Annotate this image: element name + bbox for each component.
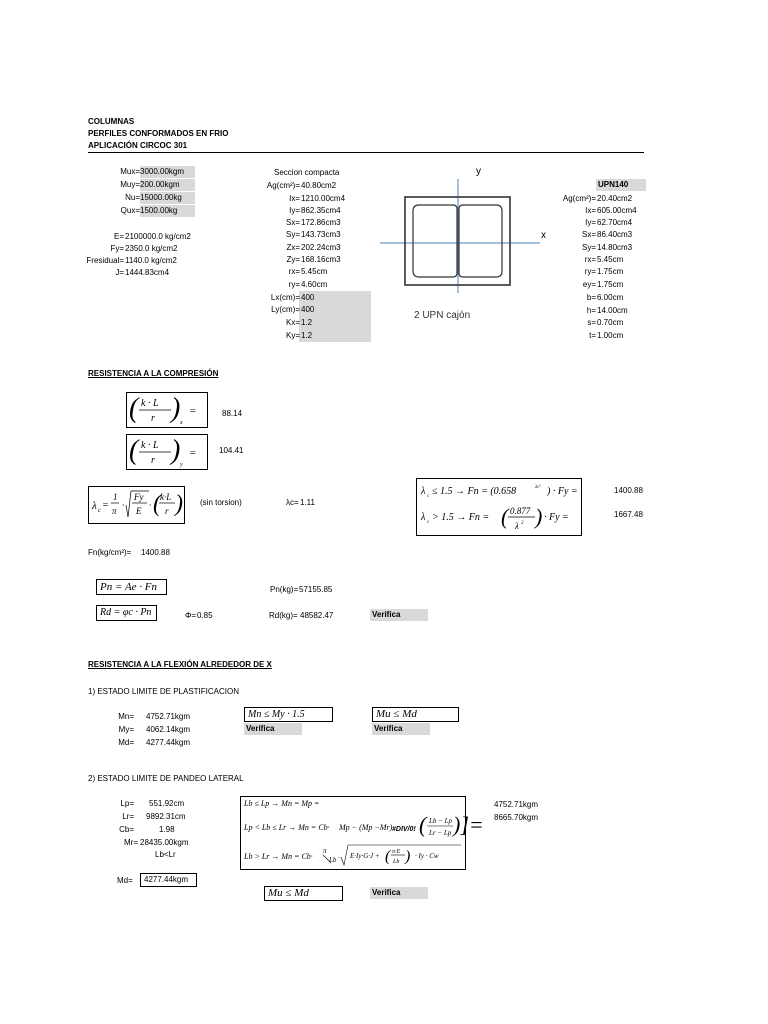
phi-label: Φ= — [185, 611, 197, 620]
length-label: Lx(cm)= — [270, 293, 300, 302]
svg-text:): ) — [535, 504, 543, 529]
length-value: 400 — [301, 293, 315, 302]
buckling-value: 9892.31cm — [146, 812, 186, 821]
rd-label: Rd(kg)= — [269, 611, 298, 620]
section-label: Sx= — [285, 218, 300, 227]
load-label: Nu= — [125, 193, 140, 202]
div-zero-error: #DIV/0! — [392, 826, 416, 833]
svg-text:Lr − Lp: Lr − Lp — [429, 829, 452, 837]
axis-y-label: y — [476, 166, 481, 177]
length-value: 1.2 — [301, 331, 313, 340]
pn-label: Pn(kg)= — [270, 585, 299, 594]
md-value: 4277.44kgm — [144, 875, 189, 884]
upn-label: Sy= — [581, 243, 596, 252]
pn-value: 57155.85 — [299, 585, 333, 594]
section-label: Ag(cm²)= — [266, 181, 300, 190]
material-value: 2350.0 kg/cm2 — [125, 244, 178, 253]
svg-text:λ: λ — [92, 500, 97, 512]
upn-value: 1.00cm — [597, 331, 624, 340]
svg-text:): ) — [171, 393, 181, 424]
section-label: rx= — [288, 267, 300, 276]
svg-text:=: = — [102, 500, 109, 511]
slenderness-y-formula — [126, 434, 208, 470]
torsion-note: (sin torsion) — [200, 498, 242, 507]
lateral-buckling-verifica: Verifica — [370, 887, 428, 899]
length-value: 400 — [301, 305, 315, 314]
svg-text:(: ( — [129, 435, 139, 466]
compression-heading: RESISTENCIA A LA COMPRESIÓN — [88, 369, 219, 378]
inner-right-channel — [459, 205, 502, 277]
flexion-heading: RESISTENCIA A LA FLEXIÓN ALREDEDOR DE X — [88, 660, 272, 669]
svg-text:(: ( — [129, 393, 139, 424]
lb-root-term — [323, 843, 463, 867]
buckling-label: Cb= — [119, 825, 134, 834]
upn-title: UPN140 — [596, 179, 646, 191]
lambda-c-formula — [88, 486, 185, 524]
mn-result-1: 4752.71kgm — [494, 800, 539, 809]
load-label: Muy= — [120, 180, 140, 189]
header-rule — [88, 152, 644, 153]
buckling-label: Mr= — [124, 838, 138, 847]
buckling-label: Lp= — [120, 799, 134, 808]
section-title: Seccion compacta — [274, 168, 340, 177]
section-value: 5.45cm — [301, 267, 328, 276]
md-label: Md= — [117, 876, 133, 885]
formula-line-1: Lb ≤ Lp → Mn = Mp = — [244, 799, 320, 808]
svg-text:k·L: k·L — [160, 492, 172, 502]
lateral-buckling-formula — [240, 796, 484, 870]
material-label: J= — [115, 268, 124, 277]
svg-text:λ: λ — [515, 521, 519, 531]
svg-text:): ) — [175, 491, 183, 517]
load-value: 3000.00kgm — [140, 166, 195, 178]
doc-title-line3: APLICACIÓN CIRCOC 301 — [88, 141, 188, 150]
section-value: 168.16cm3 — [301, 255, 341, 264]
load-value: 15000.00kg — [140, 192, 195, 204]
svg-text:λ: λ — [421, 512, 426, 523]
lb-condition: Lb<Lr — [155, 850, 176, 859]
svg-text:0.877: 0.877 — [510, 506, 531, 516]
mn-my-formula: Mn ≤ My · 1.5 — [244, 707, 333, 722]
svg-text:Lb: Lb — [393, 859, 400, 865]
fn-upper-value: 1400.88 — [614, 486, 643, 495]
length-label: Ly(cm)= — [271, 305, 300, 314]
svg-text:λc²: λc² — [535, 485, 541, 490]
section-label: Sy= — [285, 230, 300, 239]
section-value: 4.60cm — [301, 280, 328, 289]
upn-label: ey= — [582, 280, 596, 289]
upn-value: 62.70cm4 — [597, 218, 633, 227]
buckling-value: 551.92cm — [149, 799, 185, 808]
plastification-subheading: 1) ESTADO LIMITE DE PLASTIFICACION — [88, 687, 239, 696]
svg-text:): ) — [405, 848, 411, 865]
upn-value: 605.00cm4 — [597, 206, 637, 215]
flexion-label: Mn= — [118, 712, 134, 721]
svg-text:(: ( — [385, 848, 391, 865]
fn-value: 1400.88 — [141, 548, 170, 557]
flexion-label: Md= — [118, 738, 134, 747]
section-value: 862.35cm4 — [301, 206, 341, 215]
upn-label: Sx= — [581, 230, 596, 239]
mu-md-formula: Mu ≤ Md — [372, 707, 459, 722]
section-value: 40.80cm2 — [301, 181, 337, 190]
load-label: Mux= — [120, 167, 140, 176]
svg-text:r: r — [151, 455, 155, 466]
load-value: 200.00kgm — [140, 179, 195, 191]
svg-text:=: = — [189, 405, 197, 417]
mu-md-final-formula: Mu ≤ Md — [264, 886, 343, 901]
upn-label: b= — [586, 293, 596, 302]
compression-verifica: Verifica — [370, 609, 428, 621]
length-label: Ky= — [285, 331, 300, 340]
slenderness-x-formula — [126, 392, 208, 428]
fn-lower-value: 1667.48 — [614, 510, 643, 519]
svg-text:) · Fy =: ) · Fy = — [547, 486, 578, 497]
section-label: Zx= — [286, 243, 300, 252]
lambda-c-value: 1.11 — [300, 498, 315, 507]
material-value: 1140.0 kg/cm2 — [125, 256, 177, 265]
upn-label: Ag(cm²)= — [562, 194, 596, 203]
svg-text:2: 2 — [521, 521, 524, 526]
load-value: 1500.00kg — [140, 205, 195, 217]
upn-value: 0.70cm — [597, 318, 624, 327]
load-label: Qux= — [120, 206, 140, 215]
fn-label: Fn(kg/cm²)= — [88, 548, 132, 557]
section-label: Zy= — [286, 255, 300, 264]
svg-text:E: E — [136, 506, 142, 516]
section-value: 202.24cm3 — [301, 243, 341, 252]
svg-text:·: · — [338, 854, 340, 862]
diagram-caption: 2 UPN cajón — [414, 310, 471, 321]
flexion-label: My= — [118, 725, 134, 734]
upn-value: 20.40cm2 — [597, 194, 633, 203]
upn-label: ry= — [584, 267, 596, 276]
section-value: 172.86cm3 — [301, 218, 341, 227]
svg-text:Lb: Lb — [329, 856, 337, 864]
svg-text:·: · — [149, 500, 152, 510]
upn-value: 6.00cm — [597, 293, 624, 302]
svg-text:π·E: π·E — [392, 849, 401, 855]
svg-text:c: c — [98, 508, 101, 514]
svg-text:(: ( — [419, 812, 427, 837]
formula-line-2b: Mp − (Mp −Mr) — [339, 823, 393, 832]
svg-text:r: r — [151, 413, 155, 424]
svg-text:≤ 1.5 → Fn = (0.658: ≤ 1.5 → Fn = (0.658 — [432, 486, 517, 497]
upn-label: s= — [587, 318, 596, 327]
svg-text:): ) — [171, 435, 181, 466]
upn-value: 1.75cm — [597, 280, 624, 289]
formula-line-2a: Lp < Lb ≤ Lr → Mn = Cb· — [244, 823, 330, 832]
mn-result-2: 8665.70kgm — [494, 813, 539, 822]
length-value: 1.2 — [301, 318, 313, 327]
lambda-c-label: λc= — [286, 498, 299, 507]
svg-text:k · L: k · L — [141, 440, 159, 451]
svg-text:=: = — [189, 447, 197, 459]
fn-formula — [416, 478, 582, 536]
flexion-value: 4752.71kgm — [146, 712, 191, 721]
svg-text:· Iy · Cw: · Iy · Cw — [415, 852, 439, 860]
svg-text:y: y — [180, 462, 183, 468]
section-label: Iy= — [289, 206, 300, 215]
pn-formula: Pn = Ae · Fn — [96, 579, 167, 595]
material-value: 1444.83cm4 — [125, 268, 170, 277]
buckling-value: 28435.00kgm — [140, 838, 189, 847]
svg-text:π: π — [323, 847, 327, 855]
upn-label: Iy= — [585, 218, 596, 227]
section-label: ry= — [288, 280, 300, 289]
material-label: Fy= — [110, 244, 124, 253]
upn-value: 86.40cm3 — [597, 230, 633, 239]
plastification-verifica-1: Verifica — [244, 723, 302, 735]
upn-value: 14.00cm — [597, 306, 628, 315]
inner-left-channel — [413, 205, 457, 277]
svg-text:> 1.5 → Fn =: > 1.5 → Fn = — [432, 512, 490, 523]
svg-text:E·Iy·G·J +: E·Iy·G·J + — [350, 852, 380, 860]
upn-label: h= — [586, 306, 596, 315]
svg-text:λ: λ — [421, 486, 426, 497]
material-value: 2100000.0 kg/cm2 — [125, 232, 191, 241]
section-value: 1210.00cm4 — [301, 194, 346, 203]
formula-line-3: Lb > Lr → Mn = Cb· — [244, 852, 313, 861]
svg-text:(: ( — [153, 491, 161, 517]
doc-title-line1: COLUMNAS — [88, 117, 135, 126]
axis-x-label: x — [541, 230, 546, 241]
buckling-value: 1.98 — [159, 825, 175, 834]
svg-text:·: · — [122, 500, 125, 510]
svg-text:k · L: k · L — [141, 398, 159, 409]
svg-text:π: π — [112, 506, 117, 516]
doc-title-line2: PERFILES CONFORMADOS EN FRIO — [88, 129, 229, 138]
slenderness-y-value: 104.41 — [219, 446, 244, 455]
upn-label: rx= — [584, 255, 596, 264]
rd-value: 48582.47 — [300, 611, 334, 620]
svg-text:r: r — [165, 506, 169, 516]
rd-formula: Rd = φc · Pn — [96, 605, 157, 621]
svg-text:c: c — [427, 520, 430, 525]
slenderness-x-value: 88.14 — [222, 409, 243, 418]
upn-box-section-diagram — [375, 165, 545, 330]
svg-text:· Fy =: · Fy = — [544, 512, 569, 523]
upn-value: 14.80cm3 — [597, 243, 633, 252]
section-value: 143.73cm3 — [301, 230, 341, 239]
lateral-buckling-subheading: 2) ESTADO LIMITE DE PANDEO LATERAL — [88, 774, 244, 783]
svg-text:1: 1 — [113, 492, 118, 502]
svg-text:Fy: Fy — [134, 492, 144, 502]
svg-text:x: x — [180, 420, 183, 426]
svg-text:(: ( — [501, 504, 509, 529]
plastification-verifica-2: Verifica — [372, 723, 430, 735]
flexion-value: 4062.14kgm — [146, 725, 191, 734]
upn-label: Ix= — [585, 206, 596, 215]
length-label: Kx= — [285, 318, 300, 327]
upn-value: 1.75cm — [597, 267, 624, 276]
svg-text:c: c — [427, 494, 430, 499]
lb-fraction — [419, 812, 484, 839]
upn-value: 5.45cm — [597, 255, 624, 264]
svg-text:Lb − Lp: Lb − Lp — [429, 817, 453, 825]
buckling-label: Lr= — [122, 812, 134, 821]
upn-label: t= — [589, 331, 596, 340]
material-label: Fresidual= — [86, 256, 124, 265]
svg-text:)]=: )]= — [453, 812, 484, 837]
md-box — [140, 873, 197, 887]
phi-value: 0.85 — [197, 611, 213, 620]
material-label: E= — [113, 232, 124, 241]
flexion-value: 4277.44kgm — [146, 738, 191, 747]
section-label: Ix= — [289, 194, 300, 203]
